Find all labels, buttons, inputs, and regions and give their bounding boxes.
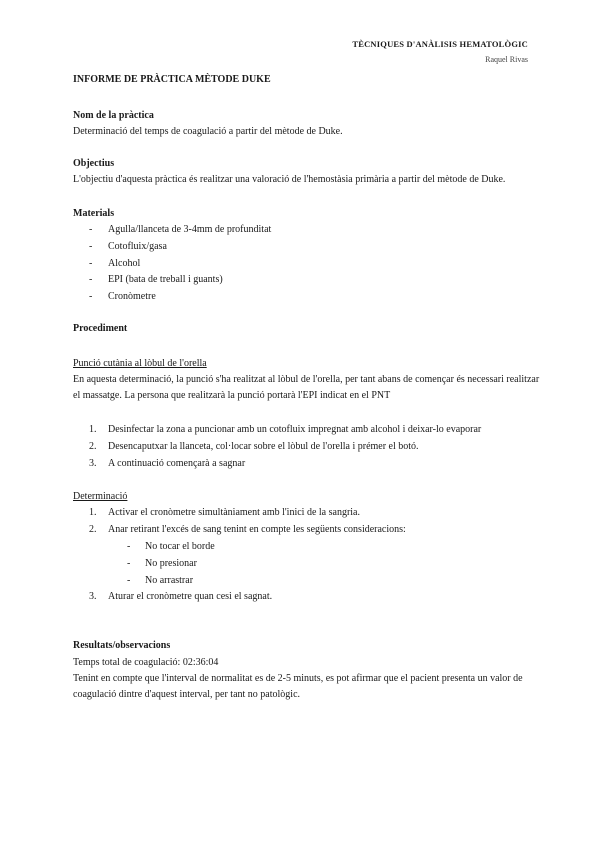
consideration-item: No presionar	[145, 557, 197, 569]
list-item	[73, 522, 543, 539]
puncture-steps	[73, 422, 543, 472]
materials-list	[73, 222, 533, 306]
results-heading: Resultats/observacions	[73, 640, 171, 651]
step-number: 1.	[89, 507, 97, 518]
list-marker: -	[89, 291, 93, 303]
list-item	[73, 539, 533, 556]
list-marker: -	[127, 541, 131, 552]
step-text: Activar el cronòmetre simultàniament amb l'inici de la sangria.	[108, 507, 360, 518]
step-text: A continuació començarà a sagnar	[108, 457, 246, 469]
material-item: Agulla/llanceta de 3-4mm de profunditat	[108, 224, 272, 235]
header-course-title: TÈCNIQUES D'ANÀLISIS HEMATOLÒGIC	[352, 39, 528, 49]
list-marker: -	[89, 274, 93, 286]
list-item	[73, 456, 543, 473]
consideration-item: No arrastrar	[145, 574, 194, 586]
step-text: Desinfectar la zona a puncionar amb un cotofluix impregnat amb alcohol i deixar-lo evaporar	[108, 424, 482, 435]
list-item	[73, 589, 543, 606]
header-author: Raquel Rivas	[485, 55, 528, 64]
procedure-heading: Procediment	[73, 323, 128, 334]
results-time: Temps total de coagulació: 02:36:04	[73, 657, 219, 668]
list-marker: -	[89, 240, 93, 252]
determination-final-step	[73, 589, 543, 606]
list-item	[73, 573, 533, 590]
material-item: Alcohol	[108, 257, 141, 269]
procedure-sub1-text: En aquesta determinació, la punció s'ha realitzat al lòbul de l'orella, per tant abans de començar és necessari realitzar el massatge. La persona que realitzarà la punció portarà l'EPI indicat en el PNT	[73, 374, 540, 401]
considerations-list	[73, 539, 533, 589]
list-marker: -	[89, 224, 93, 235]
step-text: Anar retirant l'excés de sang tenint en compte les següents consideracions:	[108, 523, 406, 535]
list-marker: -	[127, 574, 131, 586]
procedure-sub1-title: Punció cutània al lòbul de l'orella	[73, 358, 207, 369]
results-text: Tenint en compte que l'interval de normalitat es de 2-5 minuts, es pot afirmar que el pacient presenta un valor de coagulació dintre d'aquest interval, per tant no patològic.	[73, 673, 523, 700]
consideration-item: No tocar el borde	[145, 541, 215, 552]
list-item	[73, 422, 543, 439]
list-item	[73, 505, 543, 522]
name-heading: Nom de la pràctica	[73, 110, 154, 121]
step-number: 3.	[89, 591, 97, 602]
material-item: EPI (bata de treball i guants)	[108, 274, 223, 286]
list-item	[73, 556, 533, 573]
list-item	[73, 289, 533, 306]
step-text: Desencaputxar la llanceta, col·locar sobre el lòbul de l'orella i prémer el botó.	[108, 440, 419, 452]
list-item	[73, 222, 533, 239]
step-number: 2.	[89, 440, 97, 452]
step-number: 1.	[89, 424, 97, 435]
list-item	[73, 439, 543, 456]
procedure-sub2-title: Determinació	[73, 491, 128, 502]
list-item	[73, 256, 533, 273]
material-item: Cronòmetre	[108, 291, 156, 303]
name-text: Determinació del temps de coagulació a partir del mètode de Duke.	[73, 126, 343, 137]
objective-heading: Objectius	[73, 158, 115, 169]
list-marker: -	[127, 557, 131, 569]
report-title: INFORME DE PRÀCTICA MÈTODE DUKE	[73, 74, 271, 85]
objective-text: L'objectiu d'aquesta pràctica és realitzar una valoració de l'hemostàsia primària a partir del mètode de Duke.	[73, 174, 506, 185]
step-number: 3.	[89, 457, 97, 469]
list-item	[73, 239, 533, 256]
step-number: 2.	[89, 523, 97, 535]
materials-heading: Materials	[73, 208, 115, 219]
step-text: Aturar el cronòmetre quan cesi el sagnat.	[108, 591, 273, 602]
material-item: Cotofluix/gasa	[108, 240, 167, 252]
determination-steps	[73, 505, 543, 539]
list-marker: -	[89, 257, 93, 269]
list-item	[73, 272, 533, 289]
